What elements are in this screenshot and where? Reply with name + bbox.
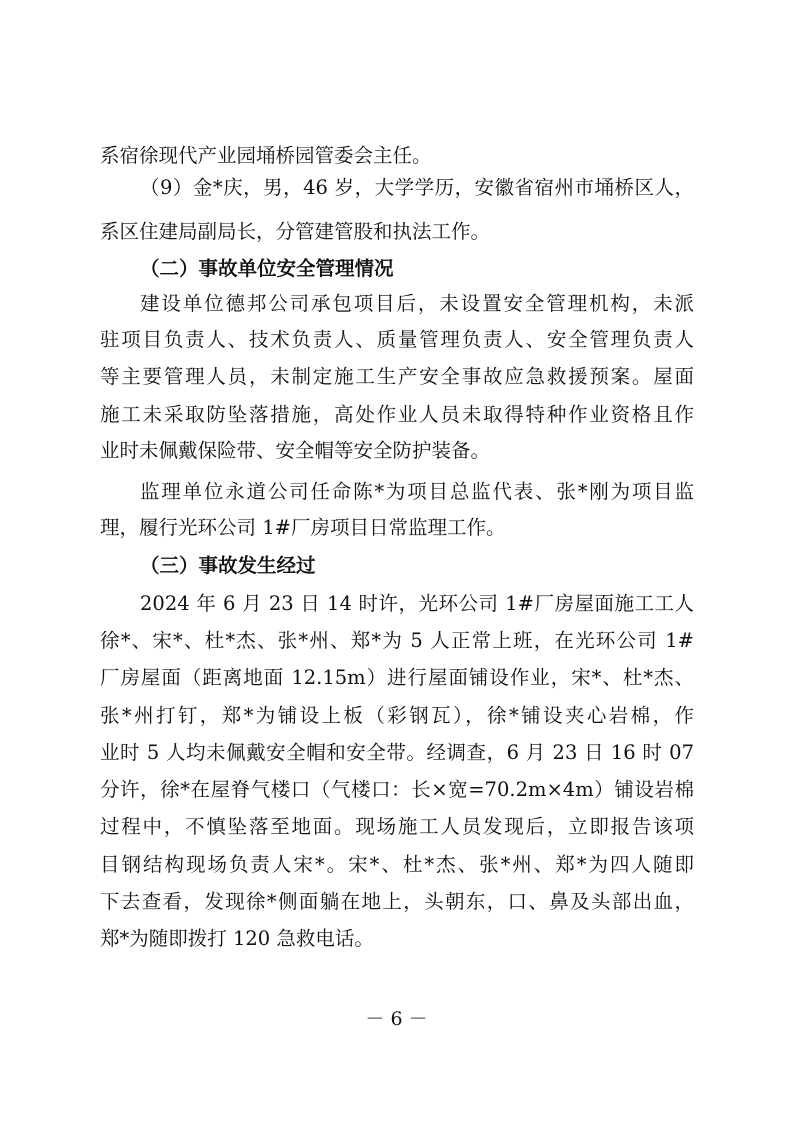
body-text-line: 等主要管理人员，未制定施工生产安全事故应急救援预案。屋面 [100, 365, 694, 388]
body-text-line: 张*州打钉，郑*为铺设上板（彩钢瓦），徐*铺设夹心岩棉，作 [100, 704, 694, 727]
body-text-line: 分许，徐*在屋脊气楼口（气楼口：长×宽=70.2m×4m）铺设岩棉 [100, 778, 694, 801]
body-text-line: 2024 年 6 月 23 日 14 时许，光环公司 1#厂房屋面施工工人 [140, 592, 694, 615]
body-text-line: 业时 5 人均未佩戴安全帽和安全带。经调查，6 月 23 日 16 时 07 [100, 741, 694, 764]
body-text-line: 系区住建局副局长，分管建管股和执法工作。 [100, 220, 491, 243]
body-text-line: 监理单位永道公司任命陈*为项目总监代表、张*刚为项目监 [140, 480, 694, 503]
body-text-line: 过程中，不慎坠落至地面。现场施工人员发现后，立即报告该项 [100, 815, 694, 838]
body-text-line: 施工未采取防坠落措施，高处作业人员未取得特种作业资格且作 [100, 403, 694, 426]
body-text-line: 徐*、宋*、杜*杰、张*州、郑*为 5 人正常上班，在光环公司 1# [100, 629, 694, 652]
body-text-line: （9）金*庆，男，46 岁，大学学历，安徽省宿州市埇桥区人， [140, 176, 694, 199]
section-heading: （三）事故发生经过 [140, 554, 316, 577]
page-number: － 6 － [365, 1008, 428, 1030]
body-text-line: 郑*为随即拨打 120 急救电话。 [100, 927, 374, 950]
body-text-line: 建设单位德邦公司承包项目后，未设置安全管理机构，未派 [140, 292, 694, 315]
body-text-line: 驻项目负责人、技术负责人、质量管理负责人、安全管理负责人 [100, 328, 694, 351]
section-heading: （二）事故单位安全管理情况 [140, 257, 394, 280]
body-text-line: 理，履行光环公司 1#厂房项目日常监理工作。 [100, 516, 506, 539]
body-text-line: 业时未佩戴保险带、安全帽等安全防护装备。 [100, 439, 491, 462]
body-text-line: 目钢结构现场负责人宋*。宋*、杜*杰、张*州、郑*为四人随即 [100, 853, 694, 876]
body-text-line: 厂房屋面（距离地面 12.15m）进行屋面铺设作业，宋*、杜*杰、 [100, 666, 694, 689]
body-text-line: 下去查看，发现徐*侧面躺在地上，头朝东，口、鼻及头部出血， [100, 890, 694, 913]
body-text-line: 系宿徐现代产业园埇桥园管委会主任。 [100, 144, 432, 167]
